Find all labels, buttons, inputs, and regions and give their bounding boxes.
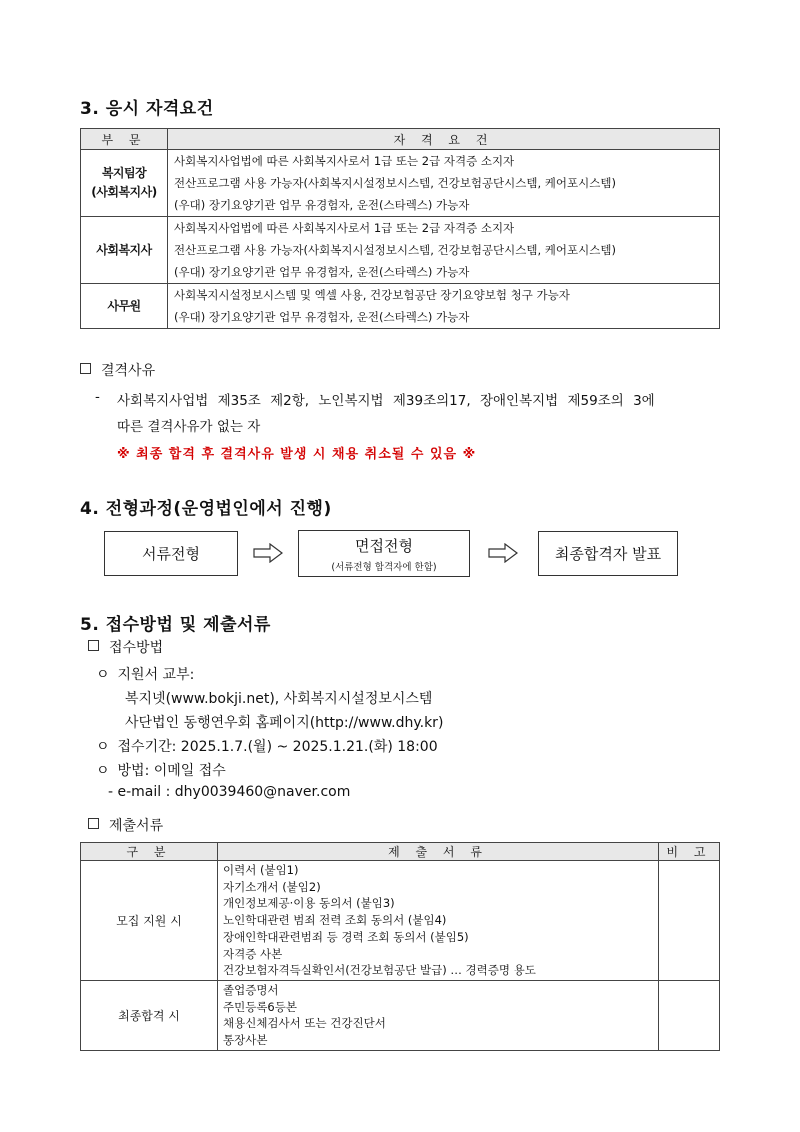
document-item: 졸업증명서 <box>223 982 279 997</box>
step-interview <box>298 530 470 577</box>
disqualification-heading-row <box>80 360 155 380</box>
document-item: 장애인학대관련범죄 등 경력 조회 동의서 (붙임5) <box>223 929 469 944</box>
header-dept: 부 문 <box>81 129 168 150</box>
circle-bullet-icon: ㅇ <box>96 667 110 683</box>
header-note: 비 고 <box>659 843 720 861</box>
document-item: 자기소개서 (붙임2) <box>223 879 321 894</box>
distribution-row <box>96 664 194 684</box>
table-row <box>81 861 720 981</box>
section3-title: 3. 응시 자격요건 <box>80 99 214 119</box>
docs-heading-row <box>88 815 163 835</box>
document-item: 건강보험자격득실확인서(건강보험공단 발급) … 경력증명 용도 <box>223 963 536 978</box>
dept-name: 사무원 <box>107 298 141 313</box>
table-row <box>81 284 720 329</box>
dept-subname: (사회복지사) <box>91 185 157 199</box>
document-item: 이력서 (붙임1) <box>223 863 299 877</box>
requirements-cell <box>168 150 720 217</box>
requirement-item: 전산프로그램 사용 가능자(사회복지시설정보시스템, 건강보험공단시스템, 케어포시스템) <box>174 176 616 190</box>
checkbox-square-icon <box>88 818 99 829</box>
document-item: 주민등록6등본 <box>223 999 297 1014</box>
dept-name: 사회복지사 <box>96 242 152 257</box>
table-header-row <box>81 843 720 861</box>
requirement-item: (우대) 장기요양기관 업무 유경험자, 운전(스타렉스) 가능자 <box>174 310 470 324</box>
method-heading: 접수방법 <box>109 640 164 656</box>
dept-name: 복지팀장 <box>101 166 147 180</box>
requirement-item: 사회복지시설정보시스템 및 엑셀 사용, 건강보험공단 장기요양보험 청구 가능자 <box>174 288 570 302</box>
distribution-line1: 복지넷(www.bokji.net), 사회복지시설정보시스템 <box>125 691 433 707</box>
documents-cell <box>218 980 659 1050</box>
step-document-screening <box>104 531 238 576</box>
table-row <box>81 980 720 1050</box>
document-item: 개인정보제공·이용 동의서 (붙임3) <box>223 896 395 911</box>
requirements-cell <box>168 284 720 329</box>
checkbox-square-icon <box>88 640 99 651</box>
method-row <box>96 760 226 780</box>
dept-cell <box>81 217 168 284</box>
disqualification-heading: 결격사유 <box>101 363 156 379</box>
requirements-cell <box>168 217 720 284</box>
step-sublabel: (서류전형 합격자에 한함) <box>331 561 437 573</box>
documents-cell <box>218 861 659 981</box>
step-label: 최종합격자 발표 <box>554 545 662 563</box>
table-header-row <box>81 129 720 150</box>
section5-title: 5. 접수방법 및 제출서류 <box>80 615 271 635</box>
application-period: 접수기간: 2025.1.7.(월) ~ 2025.1.21.(화) 18:00 <box>117 739 438 755</box>
circle-bullet-icon: ㅇ <box>96 739 110 755</box>
requirement-item: 전산프로그램 사용 가능자(사회복지시설정보시스템, 건강보험공단시스템, 케어포시스템) <box>174 243 616 257</box>
document-item: 채용신체검사서 또는 건강진단서 <box>223 1016 386 1031</box>
disqualification-dash: - <box>95 389 100 405</box>
table-row <box>81 217 720 284</box>
method-heading-row <box>88 637 163 657</box>
requirement-item: (우대) 장기요양기관 업무 유경험자, 운전(스타렉스) 가능자 <box>174 198 470 212</box>
docs-heading: 제출서류 <box>109 818 164 834</box>
note-cell <box>659 980 720 1050</box>
document-item: 노인학대관련 범죄 전력 조회 동의서 (붙임4) <box>223 913 447 928</box>
email-address: - e-mail : dhy0039460@naver.com <box>108 784 351 800</box>
step-final-announcement <box>538 531 678 576</box>
period-row <box>96 736 438 756</box>
requirement-item: 사회복지사업법에 따른 사회복지사로서 1급 또는 2급 자격증 소지자 <box>174 154 515 168</box>
disqualification-line2: 따른 결격사유가 없는 자 <box>117 419 261 435</box>
distribution-line2: 사단법인 동행연우회 홈페이지(http://www.dhy.kr) <box>125 715 444 731</box>
dept-cell <box>81 284 168 329</box>
checkbox-square-icon <box>80 363 91 374</box>
header-documents: 제 출 서 류 <box>218 843 659 861</box>
document-item: 자격증 사본 <box>223 946 283 961</box>
step-label: 서류전형 <box>142 545 200 563</box>
requirement-item: (우대) 장기요양기관 업무 유경험자, 운전(스타렉스) 가능자 <box>174 265 470 279</box>
category-cell: 최종합격 시 <box>81 980 218 1050</box>
right-arrow-icon <box>488 543 518 563</box>
application-method: 방법: 이메일 접수 <box>117 763 226 779</box>
table-row <box>81 150 720 217</box>
header-requirements: 자 격 요 건 <box>168 129 720 150</box>
requirement-item: 사회복지사업법에 따른 사회복지사로서 1급 또는 2급 자격증 소지자 <box>174 221 515 235</box>
distribution-label: 지원서 교부: <box>117 667 195 683</box>
document-item: 통장사본 <box>223 1033 268 1048</box>
disqualification-warning: ※ 최종 합격 후 결격사유 발생 시 채용 취소될 수 있음 ※ <box>117 447 477 462</box>
documents-table <box>80 842 720 1051</box>
disqualification-line1: 사회복지사업법 제35조 제2항, 노인복지법 제39조의17, 장애인복지법 제59조의 3에 <box>117 393 655 409</box>
step-label: 면접전형 <box>355 536 413 555</box>
dept-cell <box>81 150 168 217</box>
note-cell <box>659 861 720 981</box>
section4-title: 4. 전형과정(운영법인에서 진행) <box>80 499 332 519</box>
qualification-table <box>80 128 720 329</box>
header-category: 구 분 <box>81 843 218 861</box>
category-cell: 모집 지원 시 <box>81 861 218 981</box>
right-arrow-icon <box>253 543 283 563</box>
circle-bullet-icon: ㅇ <box>96 763 110 779</box>
